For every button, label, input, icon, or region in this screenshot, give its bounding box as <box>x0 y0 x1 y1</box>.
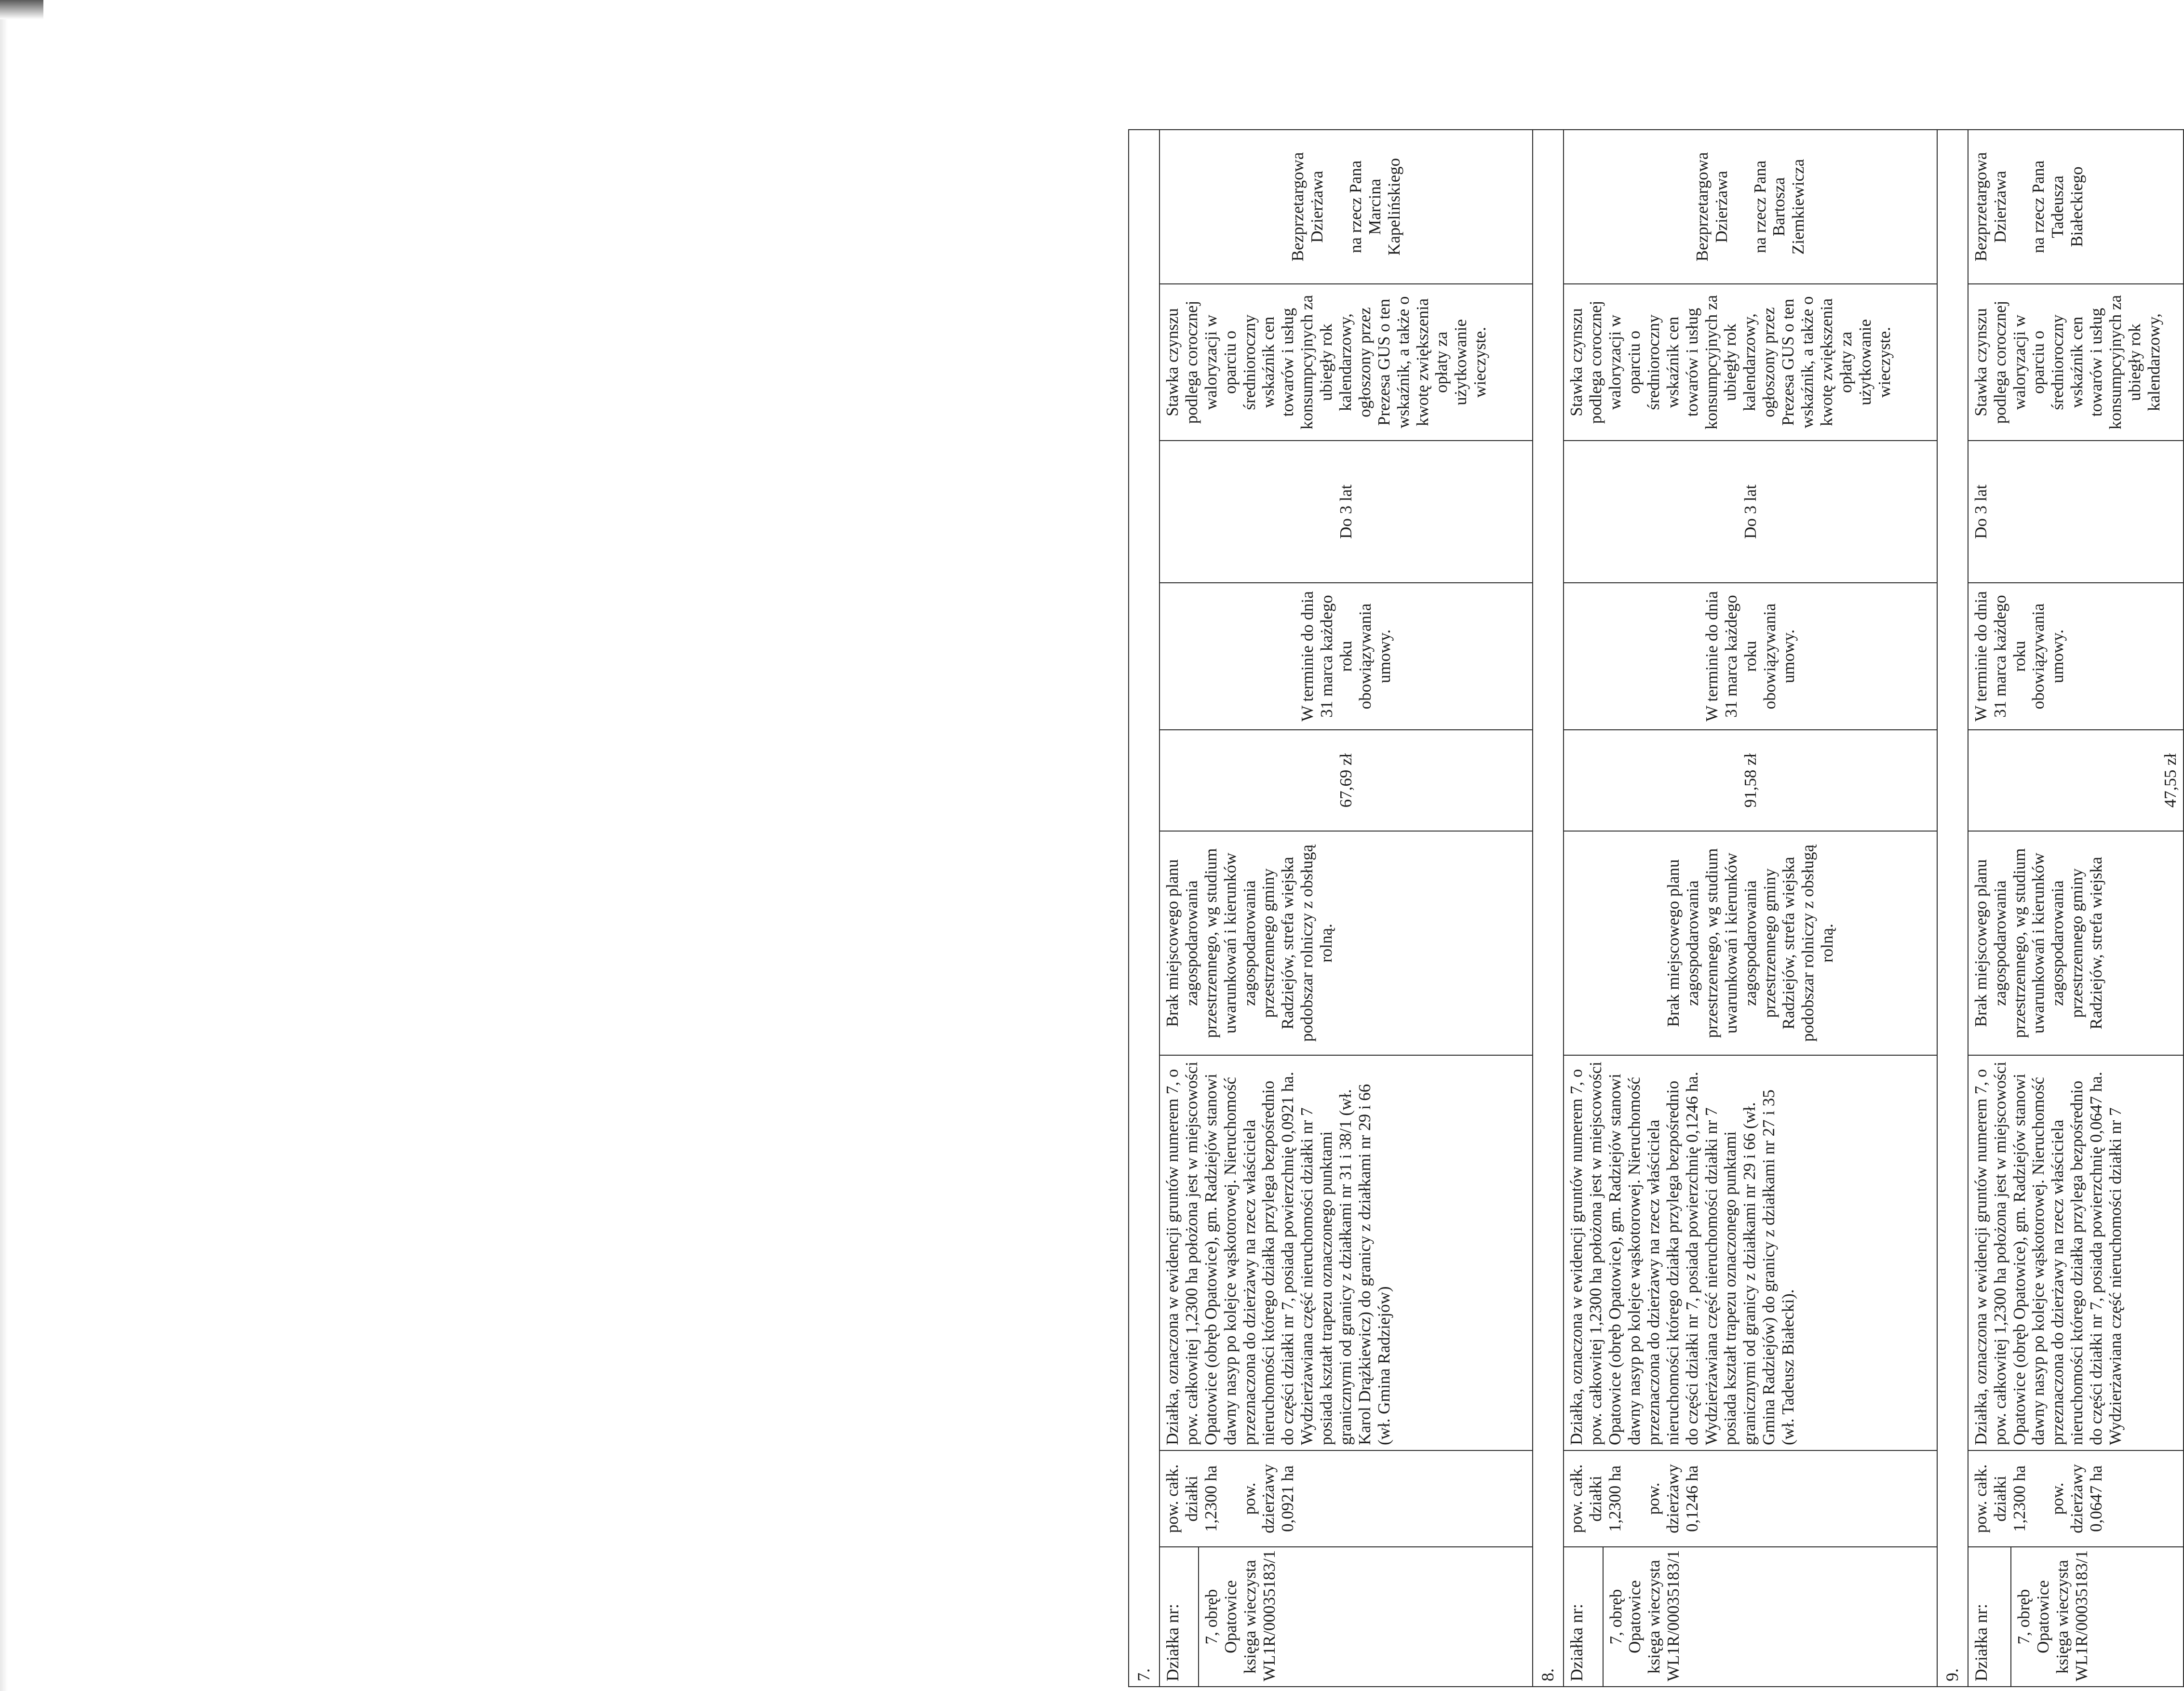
rent-cell: 47,55 zł <box>1968 730 2184 831</box>
form-cell: Bezprzetargowa Dzierżawa na rzecz Pana Marcina Kapelińskiego <box>1159 130 1533 284</box>
table-row-8-label <box>1564 130 1603 1687</box>
description-cell: Działka, oznaczona w ewidencji gruntów numerem 7, o pow. całkowitej 1,2300 ha położona jest w miejscowości Opatowice (obręb Opatowice), gm. Radziejów stanowi dawny nasyp po kolejce wąskotorowej. Nieruchomość przeznaczona do dzierżawy na rzecz właściciela nieruchomości którego działka przylega bezpośrednio do części działki nr 7, posiada powierzchnię 0,0647 ha. Wydzierżawiana część nieruchomości działki nr 7 <box>1968 1055 2184 1450</box>
plan-cell: Brak miejscowego planu zagospodarowania przestrzennego, wg studium uwarunkowań i kierunków zagospodarowania przestrzennego gminy Radziejów, strefa wiejska podobszar rolniczy z obsługą rolną. <box>1159 831 1533 1055</box>
parcel-label: Działka nr: <box>1564 1547 1603 1687</box>
parcel-cell: 7, obręb Opatowice księga wieczysta WL1R/00035183/1 <box>1603 1547 1937 1687</box>
plan-cell: Brak miejscowego planu zagospodarowania przestrzennego, wg studium uwarunkowań i kierunków zagospodarowania przestrzennego gminy Radziejów, strefa wiejska podobszar rolniczy z obsługą rolną. <box>1564 831 1937 1055</box>
table-row-8-header <box>1533 130 1564 1687</box>
area-cell: pow. całk. działki 1,2300 ha pow. dzierżawy 0,0921 ha <box>1159 1450 1533 1547</box>
rent-cell: 67,69 zł <box>1159 730 1533 831</box>
valorization-cell: Stawka czynszu podlega corocznej waloryzacji w oparciu o średnioroczny wskaźnik cen towarów i usług konsumpcyjnych za ubiegły rok kalendarzowy, <box>1968 284 2184 441</box>
rent-cell: 91,58 zł <box>1564 730 1937 831</box>
scan-edge-top <box>0 0 43 19</box>
table-row-9-label <box>1968 130 2011 1687</box>
area-cell: pow. całk. działki 1,2300 ha pow. dzierżawy 0,0647 ha <box>1968 1450 2184 1547</box>
valorization-cell: Stawka czynszu podlega corocznej waloryzacji w oparciu o średnioroczny wskaźnik cen towarów i usług konsumpcyjnych za ubiegły rok kalendarzowy, ogłoszony przez Prezesa GUS o ten wskaźnik, a także o kwotę zwiększenia opłaty za użytkowanie wieczyste. <box>1564 284 1937 441</box>
parcel-cell: 7, obręb Opatowice księga wieczysta WL1R/00035183/1 <box>2011 1547 2184 1687</box>
table-row-7-label <box>1159 130 1199 1687</box>
rotated-page <box>1128 130 2184 1687</box>
row-number: 8. <box>1533 130 1564 1687</box>
row-number: 7. <box>1129 130 1159 1687</box>
scan-edge-left <box>0 0 8 1691</box>
table-row-9-header <box>1937 130 1968 1687</box>
payment-cell: W terminie do dnia 31 marca każdego roku obowiązywania umowy. <box>1968 583 2184 730</box>
lease-table <box>1128 129 2184 1687</box>
payment-cell: W terminie do dnia 31 marca każdego roku obowiązywania umowy. <box>1564 583 1937 730</box>
row-number: 9. <box>1937 130 1968 1687</box>
parcel-label: Działka nr: <box>1968 1547 2011 1687</box>
area-cell: pow. całk. działki 1,2300 ha pow. dzierżawy 0,1246 ha <box>1564 1450 1937 1547</box>
period-cell: Do 3 lat <box>1159 441 1533 583</box>
valorization-cell: Stawka czynszu podlega corocznej waloryzacji w oparciu o średnioroczny wskaźnik cen towarów i usług konsumpcyjnych za ubiegły rok kalendarzowy, ogłoszony przez Prezesa GUS o ten wskaźnik, a także o kwotę zwiększenia opłaty za użytkowanie wieczyste. <box>1159 284 1533 441</box>
parcel-cell: 7, obręb Opatowice księga wieczysta WL1R/00035183/1 <box>1199 1547 1533 1687</box>
form-cell: Bezprzetargowa Dzierżawa na rzecz Pana Tadeusza Białeckiego <box>1968 130 2184 284</box>
table-row-7-header <box>1129 130 1159 1687</box>
period-cell: Do 3 lat <box>1968 441 2184 583</box>
form-cell: Bezprzetargowa Dzierżawa na rzecz Pana Bartosza Ziemkiewicza <box>1564 130 1937 284</box>
parcel-label: Działka nr: <box>1159 1547 1199 1687</box>
plan-cell: Brak miejscowego planu zagospodarowania przestrzennego, wg studium uwarunkowań i kierunków zagospodarowania przestrzennego gminy Radziejów, strefa wiejska <box>1968 831 2184 1055</box>
description-cell: Działka, oznaczona w ewidencji gruntów numerem 7, o pow. całkowitej 1,2300 ha położona jest w miejscowości Opatowice (obręb Opatowice), gm. Radziejów stanowi dawny nasyp po kolejce wąskotorowej. Nieruchomość przeznaczona do dzierżawy na rzecz właściciela nieruchomości którego działka przylega bezpośrednio do części działki nr 7, posiada powierzchnię 0,1246 ha. Wydzierżawiana część nieruchomości działki nr 7 posiada kształt trapezu oznaczonego punktami granicznymi od granicy z działkami nr 29 i 66 (wł. Gmina Radziejów) do granicy z działkami nr 27 i 35 (wł. Tadeusz Białecki). <box>1564 1055 1937 1450</box>
description-cell: Działka, oznaczona w ewidencji gruntów numerem 7, o pow. całkowitej 1,2300 ha położona jest w miejscowości Opatowice (obręb Opatowice), gm. Radziejów stanowi dawny nasyp po kolejce wąskotorowej. Nieruchomość przeznaczona do dzierżawy na rzecz właściciela nieruchomości którego działka przylega bezpośrednio do części działki nr 7, posiada powierzchnię 0,0921 ha. Wydzierżawiana część nieruchomości działki nr 7 posiada kształt trapezu oznaczonego punktami granicznymi od granicy z działkami nr 31 i 38/1 (wł. Karol Drążkiewicz) do granicy z działkami nr 29 i 66 (wł. Gmina Radziejów) <box>1159 1055 1533 1450</box>
payment-cell: W terminie do dnia 31 marca każdego roku obowiązywania umowy. <box>1159 583 1533 730</box>
period-cell: Do 3 lat <box>1564 441 1937 583</box>
